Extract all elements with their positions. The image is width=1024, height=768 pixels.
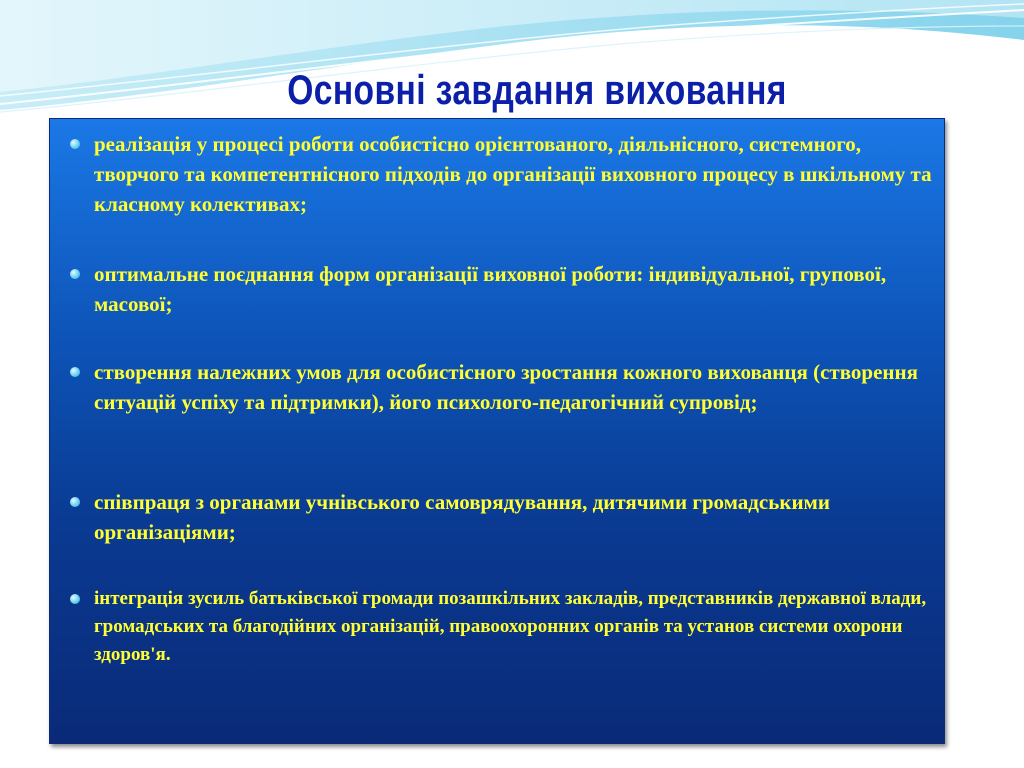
list-item-text: оптимальне поєднання форм організації виховної роботи: індивідуальної, групової, масової; [94,262,887,316]
bullet-dot-icon [70,594,80,604]
list-item-text: реалізація у процесі роботи особистісно орієнтованого, діяльнісного, системного, творчого та компетентнісного підходів до організації виховного процесу в шкільному та класному колективах; [94,132,932,216]
bullet-dot-icon [70,497,80,507]
list-item [94,129,934,219]
bullet-dot-icon [70,367,80,377]
list-item [94,259,934,319]
list-item [94,585,934,669]
list-item [94,357,934,417]
list-item-text: створення належних умов для особистісного зростання кожного вихованця (створення ситуацій успіху та підтримки), його психолого-педагогічний супровід; [94,360,918,414]
content-panel [49,118,945,744]
list-item-text: співпраця з органами учнівського самоврядування, дитячими громадськими організаціями; [94,490,830,544]
bullet-dot-icon [70,269,80,279]
slide-title: Основні завдання виховання [287,66,787,113]
list-item [94,487,934,547]
bullet-dot-icon [70,139,80,149]
list-item-text: інтеграція зусиль батьківської громади позашкільних закладів, представників державної влади, громадських та благодійних організацій, правоохоронних органів та установ системи охорони здоров'я. [94,588,927,665]
